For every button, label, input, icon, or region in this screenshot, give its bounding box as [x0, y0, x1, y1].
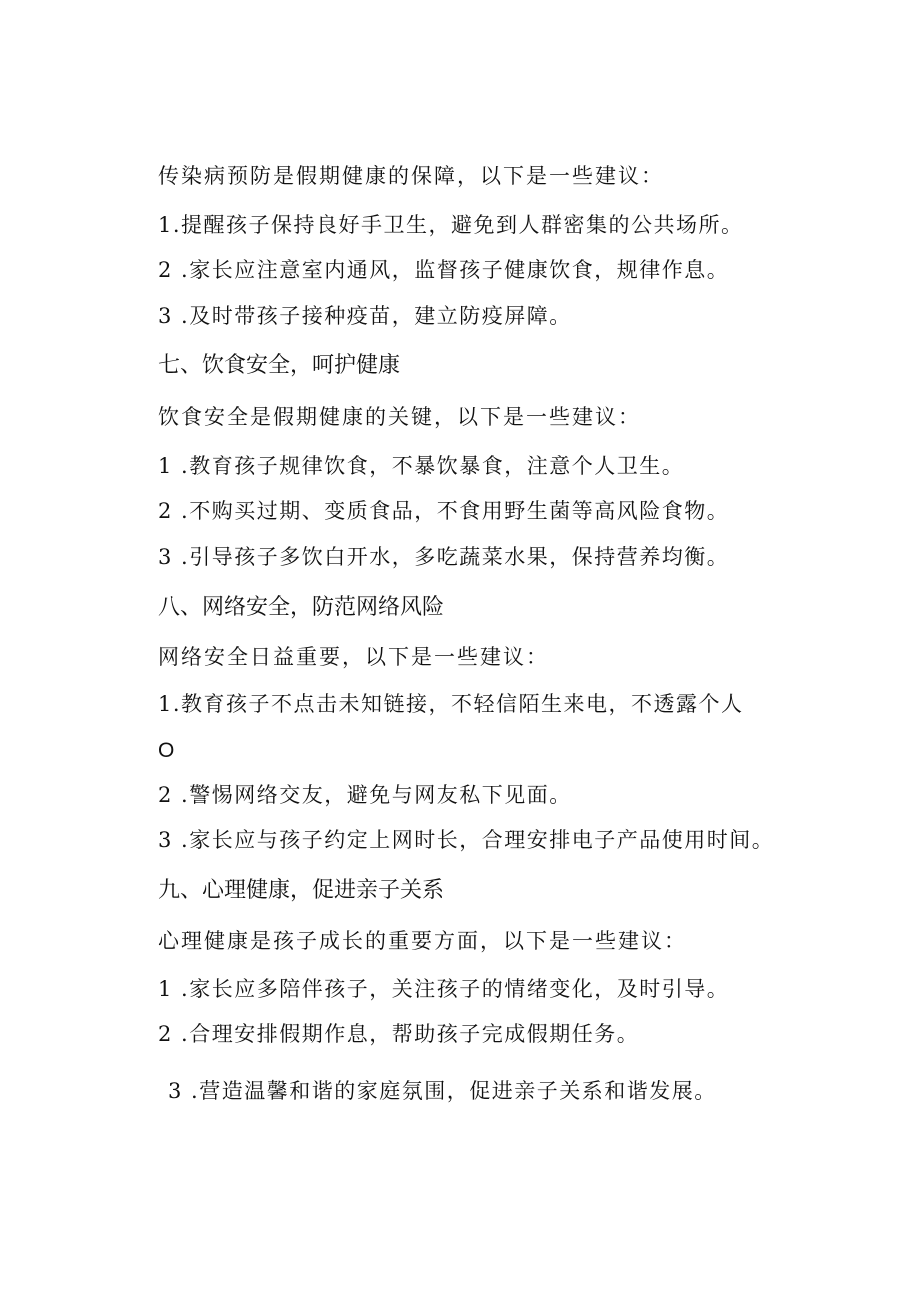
section9-item-3: 3 .营造温馨和谐的家庭氛围，促进亲子关系和谐发展。 — [168, 1079, 717, 1103]
section8-item-2: 2 .警惕网络交友，避免与网友私下见面。 — [158, 783, 572, 807]
section8-item-3: 3 .家长应与孩子约定上网时长，合理安排电子产品使用时间。 — [158, 828, 775, 852]
section6-item-2: 2 .家长应注意室内通风，监督孩子健康饮食，规律作息。 — [158, 258, 730, 282]
section7-item-3: 3 .引导孩子多饮白开水，多吃蔬菜水果，保持营养均衡。 — [158, 545, 730, 569]
section9-intro: 心理健康是孩子成长的重要方面，以下是一些建议： — [158, 929, 687, 953]
section9-item-2: 2 .合理安排假期作息，帮助孩子完成假期任务。 — [158, 1022, 640, 1046]
section9-item-1: 1 .家长应多陪伴孩子，关注孩子的情绪变化，及时引导。 — [158, 977, 730, 1001]
section6-item-1: 1.提醒孩子保持良好手卫生，避免到人群密集的公共场所。 — [158, 213, 744, 237]
section8-item-1-continuation: O — [158, 739, 176, 762]
section7-heading: 七、饮食安全，呵护健康 — [158, 353, 401, 378]
section8-intro: 网络安全日益重要，以下是一些建议： — [158, 645, 549, 669]
section7-item-1: 1 .教育孩子规律饮食，不暴饮暴食，注意个人卫生。 — [158, 454, 685, 478]
section8-heading: 八、网络安全，防范网络风险 — [158, 595, 445, 620]
section7-item-2: 2 .不购买过期、变质食品，不食用野生菌等高风险食物。 — [158, 499, 730, 523]
section8-item-1: 1.教育孩子不点击未知链接，不轻信陌生来电，不透露个人 — [158, 692, 744, 716]
section7-intro: 饮食安全是假期健康的关键，以下是一些建议： — [158, 405, 641, 429]
section6-item-3: 3 .及时带孩子接种疫苗，建立防疫屏障。 — [158, 304, 572, 328]
section6-intro: 传染病预防是假期健康的保障，以下是一些建议： — [158, 164, 664, 188]
section9-heading: 九、心理健康，促进亲子关系 — [158, 878, 445, 903]
